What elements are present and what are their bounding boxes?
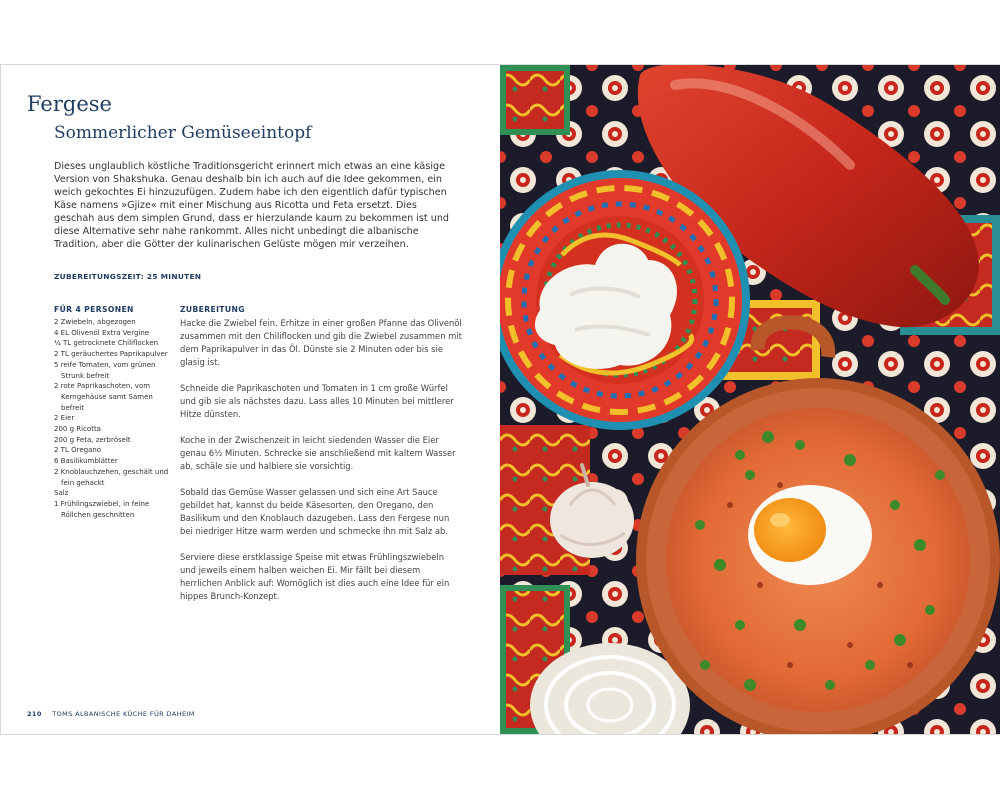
ingredients-section [54, 305, 169, 520]
ingredient-item: 1 Frühlingszwiebel, in feine Röllchen geschnitten [54, 499, 150, 519]
ingredient-item: 200 g Ricotta [54, 425, 101, 434]
ingredient-item: Salz [54, 489, 69, 498]
prep-time: ZUBEREITUNGSZEIT: 25 MINUTEN [54, 272, 202, 281]
ingredient-item: 2 TL Oregano [54, 446, 102, 455]
ingredient-item: 200 g Feta, zerbröselt [54, 435, 131, 444]
ingredient-list [54, 317, 169, 520]
ingredient-item: 2 Zwiebeln, abgezogen [54, 318, 136, 326]
step-paragraph: Schneide die Paprikaschoten und Tomaten in 1 cm große Würfel und gib sie als nächstes dazu. Lass alles 10 Minuten bei mittlerer Hitze dünsten. [180, 383, 454, 419]
recipe-intro: Dieses unglaublich köstliche Traditionsgericht erinnert mich etwas an eine käsige Version von Shakshuka. Genau deshalb bin ich auch auf die Idee gekommen, ein weich gekochtes Ei hinzuzufügen. Zudem habe ich den eigentlich dafür typischen Käse namens »Gjize« mit einer Mischung aus Ricotta und Feta ersetzt. Dies geschah aus dem simplen Grund, dass er hierzulande kaum zu bekommen ist und diese Alternative sehr nahe rankommt. Alles nicht unbedingt die albanische Tradition, aber die Götter der kulinarischen Gelüste mögen mir verzeihen. [54, 161, 449, 250]
ingredient-item: ¼ TL getrocknete Chiliflocken [54, 339, 159, 348]
step-paragraph: Sobald das Gemüse Wasser gelassen und sich eine Art Sauce gebildet hat, kannst du beide Käsesorten, den Oregano, den Basilikum und den Knoblauch dazugeben. Lass den Fergese nun bei niedriger Hitze warm werden und schmecke ihn mit Salz ab. [180, 487, 450, 536]
food-photo-illustration [500, 65, 1000, 734]
ingredient-item: 5 reife Tomaten, vom grünen Strunk befreit [54, 360, 156, 380]
ceramic-plate-illustration [500, 170, 750, 430]
recipe-page [0, 65, 500, 734]
recipe-photo [500, 65, 1000, 734]
ingredients-heading: FÜR 4 PERSONEN [54, 305, 134, 314]
page-number: 210 [27, 710, 42, 718]
step-paragraph: Hacke die Zwiebel fein. Erhitze in einer großen Pfanne das Olivenöl zusammen mit den Chiliflocken und gib die Zwiebel zusammen mit dem Paprikapulver in das Öl. Dünste sie 2 Minuten oder bis sie glasig ist. [180, 318, 462, 367]
ingredient-item: 2 Knoblauchzehen, geschält und fein gehackt [54, 467, 169, 487]
page-footer [27, 710, 195, 718]
ingredient-item: 6 Basilikumblätter [54, 457, 118, 466]
steps-heading: ZUBEREITUNG [180, 305, 245, 314]
steps-section [180, 305, 462, 616]
ingredient-item: 4 EL Olivenöl Extra Vergine [54, 328, 150, 337]
book-title: TOMS ALBANISCHE KÜCHE FÜR DAHEIM [52, 710, 195, 718]
recipe-subtitle: Sommerlicher Gemüseeintopf [54, 123, 312, 143]
step-paragraph: Serviere diese erstklassige Speise mit etwas Frühlingszwiebeln und jeweils einem halben weichen Ei. Mir fällt bei diesem herrlichen Anblick auf: Womöglich ist dies auch eine Idee für ein hippes Brunch-Konzept. [180, 552, 450, 601]
book-spread [0, 64, 1000, 735]
ingredient-item: 2 TL geräuchertes Paprikapulver [54, 350, 168, 359]
step-paragraph: Koche in der Zwischenzeit in leicht siedenden Wasser die Eier genau 6½ Minuten. Schrecke sie anschließend mit kaltem Wasser ab, schäle sie und halbiere sie vorsichtig. [180, 435, 456, 471]
ingredient-item: 2 Eier [54, 414, 75, 423]
ingredient-item: 2 rote Paprikaschoten, vom Kerngehäuse samt Samen befreit [54, 382, 153, 412]
recipe-title: Fergese [27, 92, 112, 116]
